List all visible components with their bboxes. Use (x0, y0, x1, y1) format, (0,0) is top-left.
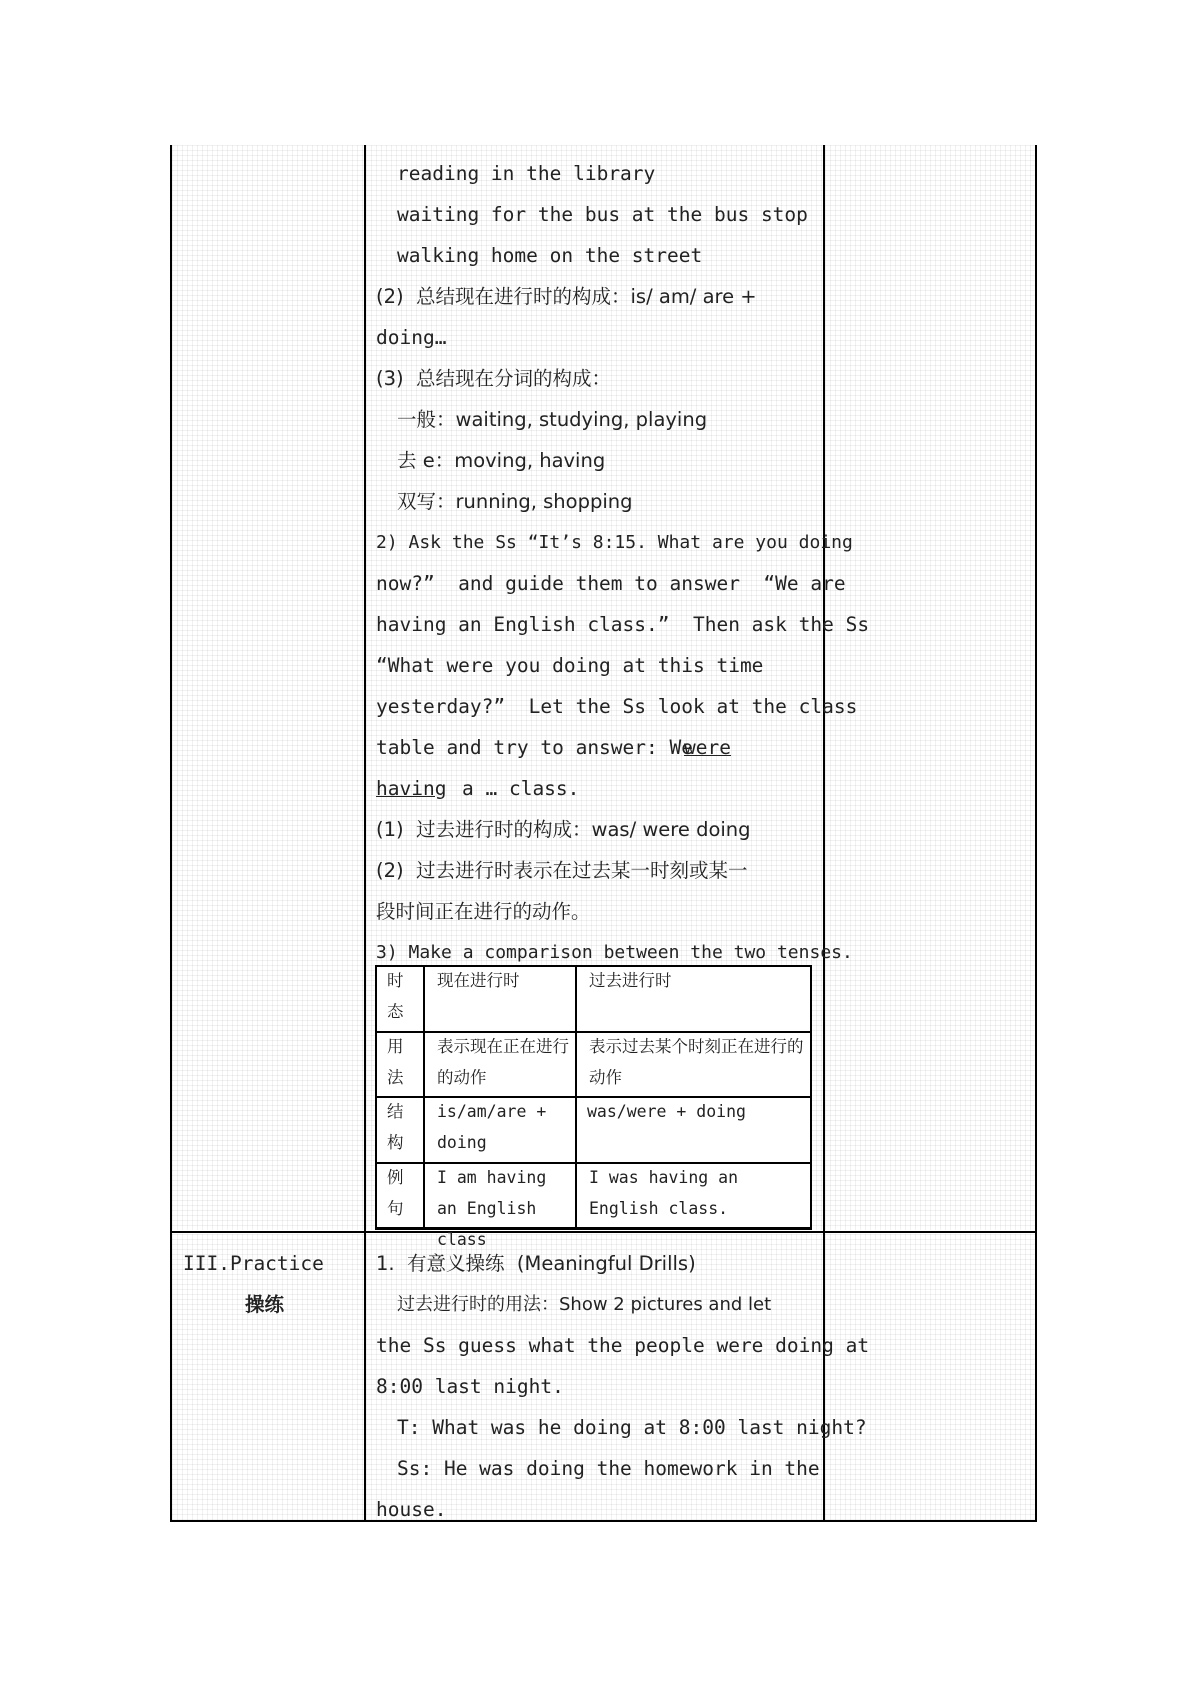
activity-line-16: a … class. (462, 777, 580, 800)
practice-line-4: 8:00 last night. (376, 1375, 564, 1398)
right-column-upper-cell (825, 145, 1035, 1230)
practice-line-6: Ss: He was doing the homework in the (397, 1457, 820, 1480)
ct-label-structure: 结构 (387, 1102, 404, 1152)
table-border-right (1035, 145, 1037, 1522)
comparison-table (375, 965, 812, 1249)
practice-line-3: the Ss guess what the people were doing at (376, 1334, 870, 1357)
ct-present-structure: is/am/are + doing (437, 1102, 547, 1152)
table-border-left (170, 145, 172, 1522)
activity-line-5: doing… (376, 326, 447, 349)
ct-past-structure: was/were + doing (587, 1102, 746, 1121)
table-divider-2 (823, 145, 825, 1522)
activity-line-1: reading in the library (397, 162, 656, 185)
activity-line-10: 2) Ask the Ss “It’s 8:15. What are you doing (376, 532, 853, 553)
ct-label-usage: 用法 (387, 1037, 404, 1087)
ct-label-example: 例句 (387, 1168, 404, 1218)
ct-past-header: 过去进行时 (589, 971, 672, 990)
activity-line-4: (2) 总结现在进行时的构成：is/ am/ are + (376, 285, 757, 308)
practice-stage-subtitle: 操练 (245, 1293, 285, 1316)
ct-past-usage: 表示过去某个时刻正在进行的动作 (589, 1037, 804, 1087)
activity-line-7: 一般：waiting, studying, playing (397, 408, 708, 431)
underlined-answer-were: were (684, 736, 731, 759)
ct-present-example: I am having an English class (437, 1168, 547, 1249)
row-divider (170, 1231, 1037, 1233)
left-column-upper-cell (172, 145, 365, 1230)
activity-line-12: having an English class.” Then ask the Ss (376, 613, 870, 636)
ct-label-tense: 时态 (387, 971, 404, 1021)
activity-line-15: table and try to answer: We (376, 736, 693, 759)
practice-line-2: 过去进行时的用法：Show 2 pictures and let (397, 1294, 772, 1315)
activity-line-6: (3) 总结现在分词的构成： (376, 367, 612, 390)
table-divider-1 (364, 145, 366, 1522)
practice-line-1: 1. 有意义操练 (Meaningful Drills) (376, 1252, 696, 1275)
practice-line-5: T: What was he doing at 8:00 last night? (397, 1416, 867, 1439)
activity-line-17: (1) 过去进行时的构成：was/ were doing (376, 818, 751, 841)
underlined-answer-having: having (376, 777, 447, 800)
ct-present-header: 现在进行时 (437, 971, 520, 990)
activity-line-11: now?” and guide them to answer “We are (376, 572, 846, 595)
activity-line-2: waiting for the bus at the bus stop (397, 203, 808, 226)
activity-line-8: 去 e：moving, having (397, 449, 606, 472)
ct-past-example: I was having an English class. (589, 1168, 739, 1218)
activity-line-9: 双写：running, shopping (397, 490, 633, 513)
activity-line-20: 3) Make a comparison between the two tenses. (376, 942, 853, 963)
practice-stage-title: III.Practice (183, 1252, 324, 1275)
activity-line-3: walking home on the street (397, 244, 703, 267)
left-column-practice-cell (172, 1234, 365, 1520)
ct-present-usage: 表示现在正在进行的动作 (437, 1037, 569, 1087)
activity-line-13: “What were you doing at this time (376, 654, 764, 677)
activity-line-19: 段时间正在进行的动作。 (376, 900, 591, 923)
practice-line-7: house. (376, 1498, 447, 1521)
activity-line-14: yesterday?” Let the Ss look at the class (376, 695, 858, 718)
right-column-practice-cell (825, 1234, 1035, 1520)
activity-line-18: (2) 过去进行时表示在过去某一时刻或某一 (376, 859, 748, 882)
table-border-bottom (170, 1520, 1037, 1522)
